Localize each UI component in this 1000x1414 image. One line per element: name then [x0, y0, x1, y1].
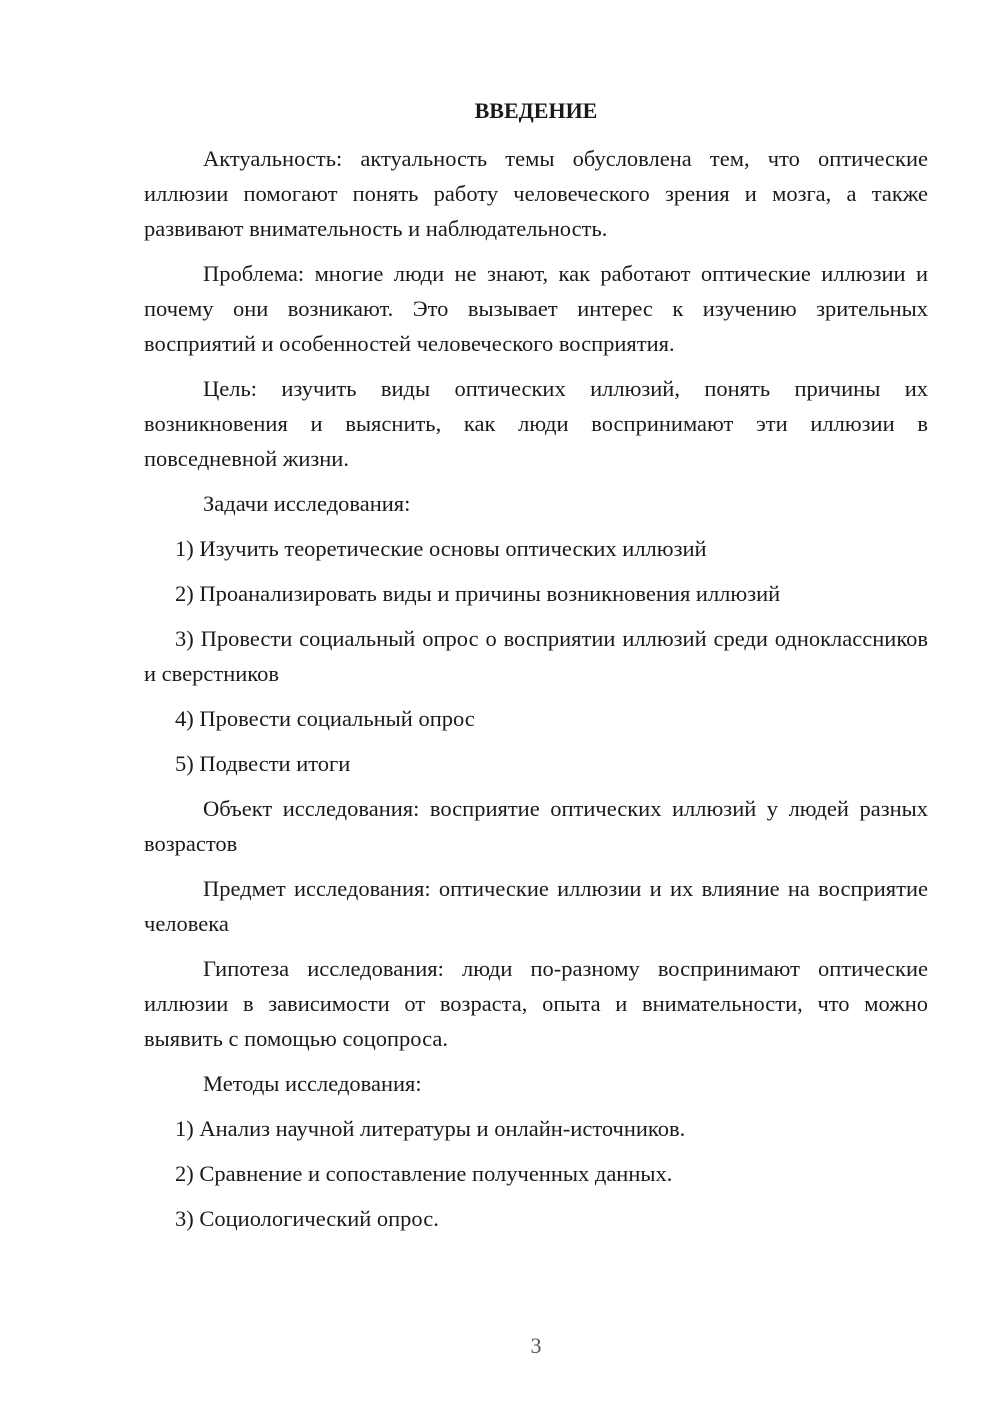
document-page [144, 95, 928, 1246]
page-number: 3 [530, 1333, 542, 1358]
task-item: 1) Изучить теоретические основы оптических иллюзий [175, 536, 707, 561]
tasks-heading: Задачи исследования: [203, 491, 411, 516]
object-paragraph: Объект исследования: восприятие оптических иллюзий у людей разных возрастов [144, 796, 928, 856]
task-item: 5) Подвести итоги [175, 751, 351, 776]
method-item: 3) Социологический опрос. [175, 1206, 439, 1231]
subject-paragraph: Предмет исследования: оптические иллюзии и их влияние на восприятие человека [144, 876, 928, 936]
task-item: 2) Проанализировать виды и причины возникновения иллюзий [175, 581, 781, 606]
method-item: 2) Сравнение и сопоставление полученных данных. [175, 1161, 673, 1186]
hypothesis-paragraph: Гипотеза исследования: люди по-разному воспринимают оптические иллюзии в зависимости от возраста, опыта и внимательности, что можно выявить с помощью соцопроса. [144, 956, 928, 1051]
relevance-paragraph: Актуальность: актуальность темы обусловлена тем, что оптические иллюзии помогают понять работу человеческого зрения и мозга, а также развивают внимательность и наблюдательность. [144, 146, 928, 241]
task-item: 4) Провести социальный опрос [175, 706, 475, 731]
task-item: 3) Провести социальный опрос о восприятии иллюзий среди одноклассников и сверстников [144, 626, 928, 686]
problem-paragraph: Проблема: многие люди не знают, как работают оптические иллюзии и почему они возникают. Это вызывает интерес к изучению зрительных восприятий и особенностей человеческого восприятия. [144, 261, 928, 356]
page-title: ВВЕДЕНИЕ [474, 98, 598, 123]
methods-heading: Методы исследования: [203, 1071, 422, 1096]
goal-paragraph: Цель: изучить виды оптических иллюзий, понять причины их возникновения и выяснить, как люди воспринимают эти иллюзии в повседневной жизни. [144, 376, 928, 471]
method-item: 1) Анализ научной литературы и онлайн-источников. [175, 1116, 686, 1141]
